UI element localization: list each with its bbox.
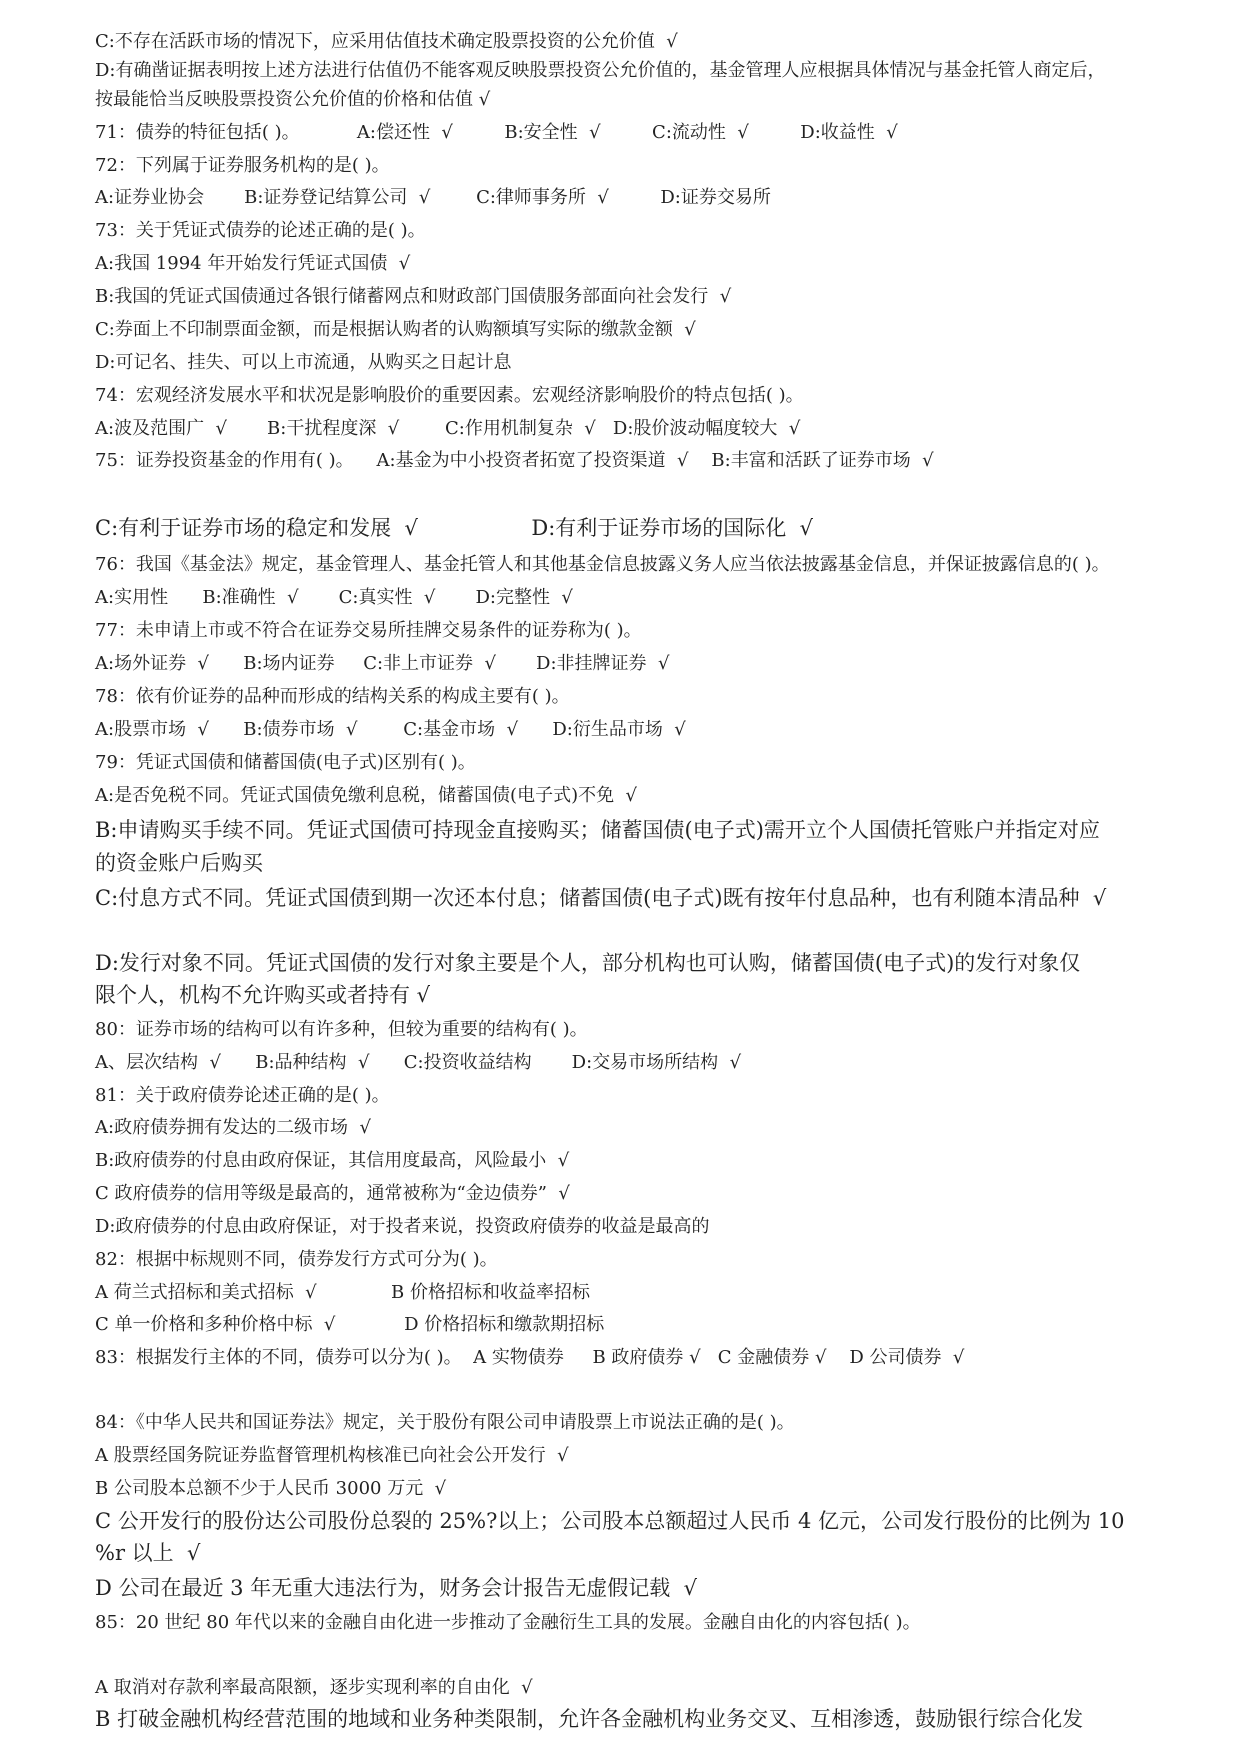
question-71: 71：债券的特征包括( )。 A:偿还性 √ B:安全性 √ C:流动性 √ D:收益性 √ xyxy=(95,122,898,143)
question-73: 73：关于凭证式债券的论述正确的是( )。 xyxy=(95,220,426,241)
text-line: C:不存在活跃市场的情况下，应采用估值技术确定股票投资的公允价值 √ xyxy=(95,31,678,52)
question-84: 84：《中华人民共和国证券法》规定，关于股份有限公司申请股票上市说法正确的是( )。 xyxy=(95,1412,795,1433)
question-72: 72：下列属于证券服务机构的是( )。 xyxy=(95,155,390,176)
text-line: B:政府债券的付息由政府保证，其信用度最高，风险最小 √ xyxy=(95,1150,570,1171)
text-line: A:我国 1994 年开始发行凭证式国债 √ xyxy=(95,253,411,274)
text-line: C 公开发行的股份达公司股份总裂的 25%?以上；公司股本总额超过人民币 4 亿元，公司发行股份的比例为 10 xyxy=(95,1509,1125,1533)
text-line: C:付息方式不同。凭证式国债到期一次还本付息；储蓄国债(电子式)既有按年付息品种，也有利随本清品种 √ xyxy=(95,886,1107,910)
text-line: C:券面上不印制票面金额，而是根据认购者的认购额填写实际的缴款金额 √ xyxy=(95,319,696,340)
question-75: 75：证券投资基金的作用有( )。 A:基金为中小投资者拓宽了投资渠道 √ B:丰富和活跃了证券市场 √ xyxy=(95,450,934,471)
text-line: D 公司在最近 3 年无重大违法行为，财务会计报告无虚假记载 √ xyxy=(95,1576,697,1600)
question-82: 82：根据中标规则不同，债券发行方式可分为( )。 xyxy=(95,1249,498,1270)
text-line: C 政府债券的信用等级是最高的，通常被称为“金边债券” √ xyxy=(95,1183,570,1204)
text-line: 的资金账户后购买 xyxy=(95,851,263,875)
question-81: 81：关于政府债券论述正确的是( )。 xyxy=(95,1085,390,1106)
text-line: A:是否免税不同。凭证式国债免缴利息税，储蓄国债(电子式)不免 √ xyxy=(95,785,638,806)
text-line: A:证券业协会 B:证券登记结算公司 √ C:律师事务所 √ D:证券交易所 xyxy=(95,187,771,208)
question-74: 74：宏观经济发展水平和状况是影响股价的重要因素。宏观经济影响股价的特点包括( )。 xyxy=(95,385,804,406)
text-line: A 取消对存款利率最高限额，逐步实现利率的自由化 √ xyxy=(95,1677,533,1698)
text-line: D:有确凿证据表明按上述方法进行估值仍不能客观反映股票投资公允价值的，基金管理人应根据具体情况与基金托管人商定后， xyxy=(95,60,1106,81)
text-line: D:可记名、挂失、可以上市流通，从购买之日起计息 xyxy=(95,352,512,373)
question-79: 79：凭证式国债和储蓄国债(电子式)区别有( )。 xyxy=(95,752,476,773)
question-83: 83：根据发行主体的不同，债券可以分为( )。 A 实物债券 B 政府债券 √ C 金融债券 √ D 公司债券 √ xyxy=(95,1347,965,1368)
question-77: 77：未申请上市或不符合在证券交易所挂牌交易条件的证券称为( )。 xyxy=(95,620,642,641)
question-76: 76：我国《基金法》规定，基金管理人、基金托管人和其他基金信息披露义务人应当依法披露基金信息，并保证披露信息的( )。 xyxy=(95,554,1110,575)
text-line: 按最能恰当反映股票投资公允价值的价格和估值 √ xyxy=(95,89,491,110)
text-line: A:股票市场 √ B:债券市场 √ C:基金市场 √ D:衍生品市场 √ xyxy=(95,719,686,740)
question-85: 85：20 世纪 80 年代以来的金融自由化进一步推动了金融衍生工具的发展。金融自由化的内容包括( )。 xyxy=(95,1612,921,1633)
text-line: A 荷兰式招标和美式招标 √ B 价格招标和收益率招标 xyxy=(95,1282,590,1303)
text-line: A:政府债券拥有发达的二级市场 √ xyxy=(95,1117,371,1138)
text-line: A:波及范围广 √ B:干扰程度深 √ C:作用机制复杂 √ D:股价波动幅度较大 √ xyxy=(95,418,801,439)
text-line: C:有利于证券市场的稳定和发展 √ D:有利于证券市场的国际化 √ xyxy=(95,516,813,540)
text-line: A:场外证券 √ B:场内证券 C:非上市证券 √ D:非挂牌证券 √ xyxy=(95,653,670,674)
question-80: 80：证券市场的结构可以有许多种，但较为重要的结构有( )。 xyxy=(95,1019,588,1040)
text-line: D:发行对象不同。凭证式国债的发行对象主要是个人，部分机构也可认购，储蓄国债(电子式)的发行对象仅 xyxy=(95,951,1081,975)
text-line: A、层次结构 √ B:品种结构 √ C:投资收益结构 D:交易市场所结构 √ xyxy=(95,1052,742,1073)
text-line: %r 以上 √ xyxy=(95,1541,201,1565)
text-line: C 单一价格和多种价格中标 √ D 价格招标和缴款期招标 xyxy=(95,1314,605,1335)
question-78: 78：依有价证券的品种而形成的结构关系的构成主要有( )。 xyxy=(95,686,570,707)
text-line: B 打破金融机构经营范围的地域和业务种类限制，允许各金融机构业务交叉、互相渗透，鼓励银行综合化发 xyxy=(95,1707,1084,1731)
text-line: 限个人，机构不允许购买或者持有 √ xyxy=(95,983,431,1007)
text-line: A 股票经国务院证券监督管理机构核准已向社会公开发行 √ xyxy=(95,1445,569,1466)
text-line: A:实用性 B:准确性 √ C:真实性 √ D:完整性 √ xyxy=(95,587,573,608)
text-line: B 公司股本总额不少于人民币 3000 万元 √ xyxy=(95,1478,447,1499)
text-line: B:申请购买手续不同。凭证式国债可持现金直接购买；储蓄国债(电子式)需开立个人国债托管账户并指定对应 xyxy=(95,818,1100,842)
text-line: D:政府债券的付息由政府保证，对于投者来说，投资政府债券的收益是最高的 xyxy=(95,1216,710,1237)
text-line: B:我国的凭证式国债通过各银行储蓄网点和财政部门国债服务部面向社会发行 √ xyxy=(95,286,732,307)
